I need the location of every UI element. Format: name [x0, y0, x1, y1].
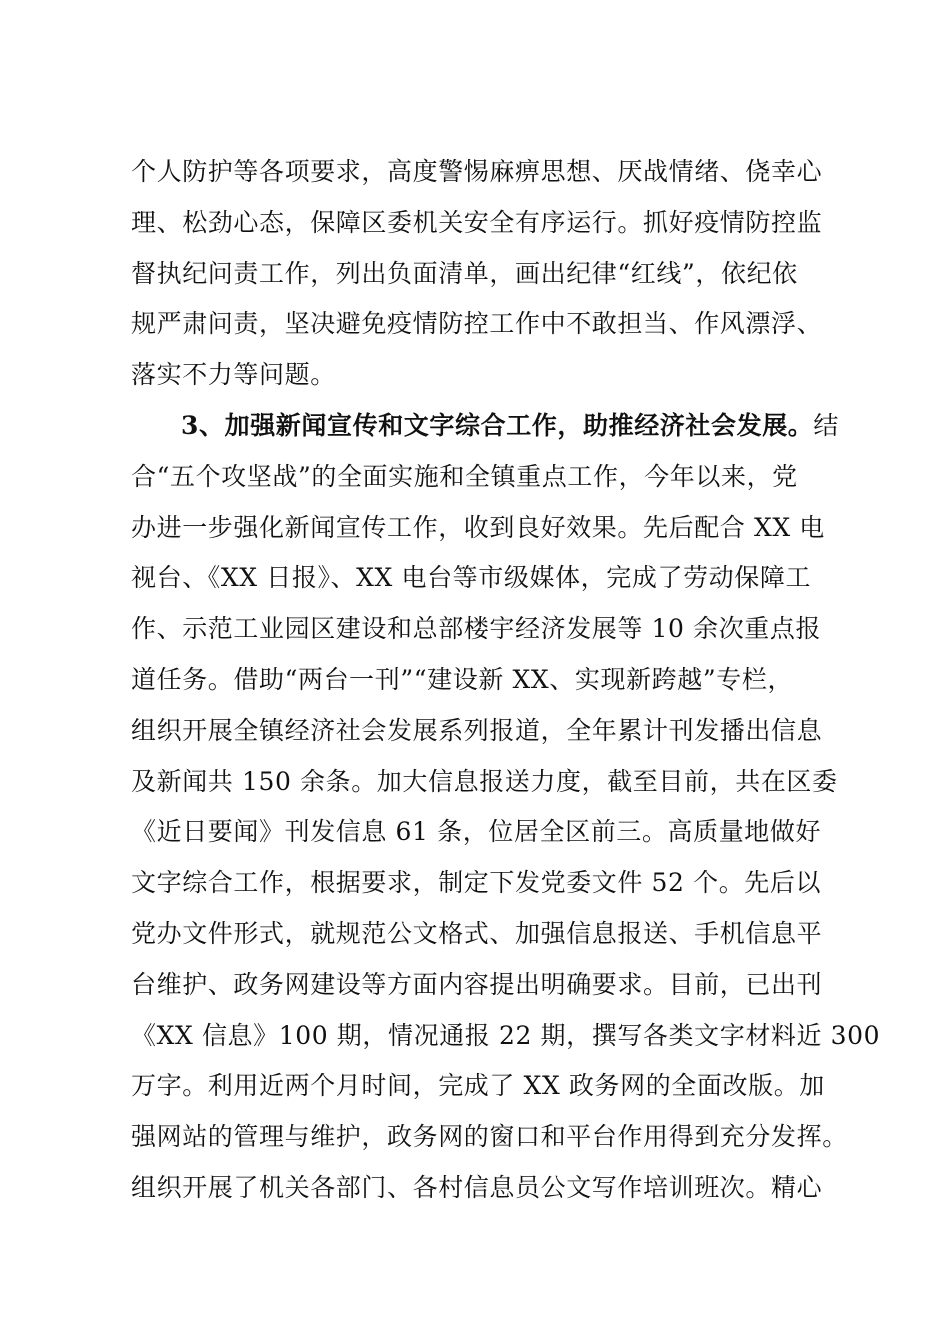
paragraph-2-line: 组织开展全镇经济社会发展系列报道，全年累计刊发播出信息 — [131, 715, 823, 745]
paragraph-2-line: 《近日要闻》刊发信息 61 条，位居全区前三。高质量地做好 — [131, 817, 822, 847]
paragraph-2-line: 党办文件形式，就规范公文格式、加强信息报送、手机信息平 — [131, 918, 823, 948]
paragraph-2-line: 合“五个攻坚战”的全面实施和全镇重点工作，今年以来，党 — [131, 461, 798, 491]
paragraph-2-line: 文字综合工作，根据要求，制定下发党委文件 52 个。先后以 — [131, 868, 822, 898]
paragraph-2-line: 强网站的管理与维护，政务网的窗口和平台作用得到充分发挥。 — [131, 1122, 848, 1152]
paragraph-2-line: 作、示范工业园区建设和总部楼宇经济发展等 10 余次重点报 — [131, 614, 822, 644]
paragraph-2-line: 及新闻共 150 余条。加大信息报送力度，截至目前，共在区委 — [131, 766, 838, 796]
paragraph-2-line: 道任务。借助“两台一刊”“建设新 XX、实现新跨越”专栏， — [131, 664, 794, 694]
paragraph-2-line: 台维护、政务网建设等方面内容提出明确要求。目前，已出刊 — [131, 969, 823, 999]
paragraph-1-line: 规严肃问责，坚决避免疫情防控工作中不敢担当、作风漂浮、 — [131, 309, 823, 339]
paragraph-2-line: 视台、《XX 日报》、XX 电台等市级媒体，完成了劳动保障工 — [131, 563, 812, 593]
paragraph-1-line: 个人防护等各项要求，高度警惕麻痹思想、厌战情绪、侥幸心 — [131, 157, 823, 186]
paragraph-2-line: 《XX 信息》100 期，情况通报 22 期，撰写各类文字材料近 300 — [131, 1020, 881, 1050]
paragraph-2-line: 组织开展了机关各部门、各村信息员公文写作培训班次。精心 — [131, 1172, 823, 1202]
paragraph-1 — [131, 147, 831, 401]
paragraph-1-line: 落实不力等问题。 — [131, 360, 336, 390]
section-heading: 3、加强新闻宣传和文字综合工作，助推经济社会发展。 — [181, 411, 814, 440]
paragraph-1-line: 理、松劲心态，保障区委机关安全有序运行。抓好疫情防控监 — [131, 207, 823, 237]
paragraph-2-line: 办进一步强化新闻宣传工作，收到良好效果。先后配合 XX 电 — [131, 512, 825, 542]
paragraph-1-line: 督执纪问责工作，列出负面清单，画出纪律“红线”，依纪依 — [131, 258, 798, 288]
paragraph-2-line: 万字。利用近两个月时间，完成了 XX 政务网的全面改版。加 — [131, 1071, 825, 1101]
paragraph-2 — [131, 401, 881, 1214]
paragraph-2-first-line — [131, 401, 840, 452]
paragraph-2-first-line-rest: 结 — [813, 411, 840, 440]
